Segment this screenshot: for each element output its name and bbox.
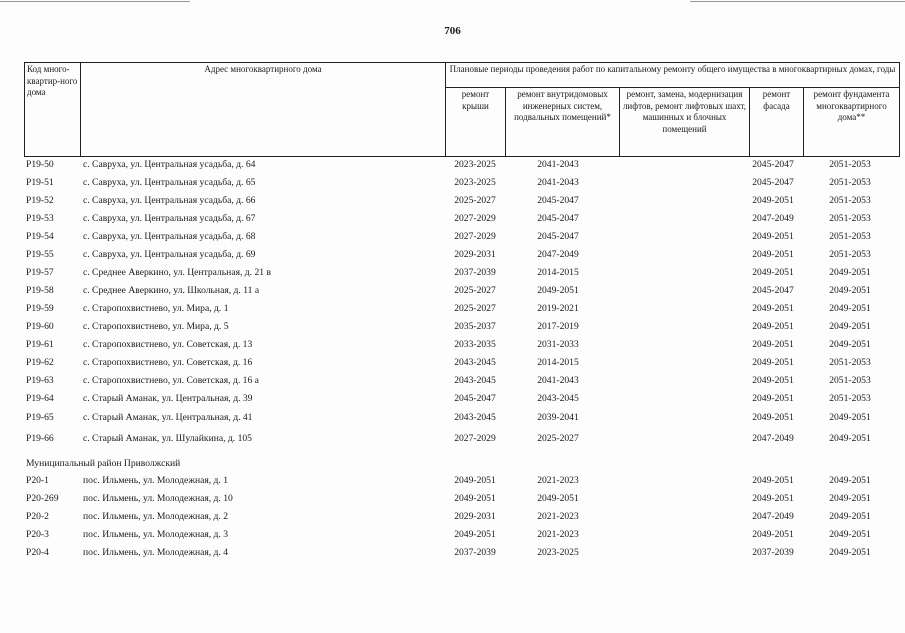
cell-roof: 2027-2029 [454, 231, 496, 242]
cell-code: P19-66 [26, 433, 54, 444]
cell-code: P19-54 [26, 231, 54, 242]
header-periods: Плановые периоды проведения работ по капитальному ремонту общего имущества в многоквартирных домах, годы [446, 63, 900, 88]
cell-roof: 2029-2031 [454, 511, 496, 522]
cell-facade: 2049-2051 [752, 195, 794, 206]
cell-engineering: 2014-2015 [537, 357, 579, 368]
cell-facade: 2047-2049 [752, 511, 794, 522]
cell-engineering: 2045-2047 [537, 195, 579, 206]
table-row [0, 283, 905, 299]
table-row [0, 247, 905, 263]
cell-address: с. Старопохвистнево, ул. Мира, д. 1 [83, 303, 229, 314]
cell-code: P19-60 [26, 321, 54, 332]
cell-foundation: 2051-2053 [829, 393, 871, 404]
cell-facade: 2045-2047 [752, 159, 794, 170]
table-row [0, 265, 905, 281]
cell-engineering: 2041-2043 [537, 375, 579, 386]
cell-facade: 2047-2049 [752, 213, 794, 224]
cell-foundation: 2051-2053 [829, 159, 871, 170]
cell-facade: 2049-2051 [752, 375, 794, 386]
table-row [0, 527, 905, 543]
cell-facade: 2047-2049 [752, 433, 794, 444]
cell-engineering: 2021-2023 [537, 511, 579, 522]
cell-address: пос. Ильмень, ул. Молодежная, д. 2 [83, 511, 229, 522]
cell-address: пос. Ильмень, ул. Молодежная, д. 4 [83, 547, 229, 558]
cell-engineering: 2023-2025 [537, 547, 579, 558]
cell-engineering: 2039-2041 [537, 412, 579, 423]
header-roof: ремонт крыши [446, 88, 506, 157]
table-row [0, 545, 905, 561]
cell-engineering: 2021-2023 [537, 475, 579, 486]
cell-facade: 2037-2039 [752, 547, 794, 558]
cell-foundation: 2049-2051 [829, 475, 871, 486]
cell-engineering: 2049-2051 [537, 285, 579, 296]
cell-foundation: 2051-2053 [829, 375, 871, 386]
cell-foundation: 2049-2051 [829, 493, 871, 504]
cell-facade: 2049-2051 [752, 339, 794, 350]
cell-engineering: 2043-2045 [537, 393, 579, 404]
cell-roof: 2027-2029 [454, 433, 496, 444]
cell-address: с. Старопохвистнево, ул. Советская, д. 13 [83, 339, 253, 350]
cell-roof: 2025-2027 [454, 303, 496, 314]
cell-address: с. Савруха, ул. Центральная усадьба, д. 66 [83, 195, 256, 206]
cell-address: с. Савруха, ул. Центральная усадьба, д. 68 [83, 231, 256, 242]
cell-roof: 2029-2031 [454, 249, 496, 260]
cell-code: P20-2 [26, 511, 49, 522]
header-foundation: ремонт фундамента многоквартирного дома** [804, 88, 900, 157]
table-row [0, 157, 905, 173]
cell-facade: 2049-2051 [752, 231, 794, 242]
cell-address: с. Старый Аманак, ул. Центральная, д. 39 [83, 393, 253, 404]
cell-engineering: 2047-2049 [537, 249, 579, 260]
cell-roof: 2023-2025 [454, 159, 496, 170]
cell-code: P19-50 [26, 159, 54, 170]
cell-engineering: 2045-2047 [537, 231, 579, 242]
cell-code: P19-61 [26, 339, 54, 350]
cell-address: с. Старопохвистнево, ул. Мира, д. 5 [83, 321, 229, 332]
cell-roof: 2045-2047 [454, 393, 496, 404]
cell-address: с. Старый Аманак, ул. Центральная, д. 41 [83, 412, 253, 423]
cell-engineering: 2049-2051 [537, 493, 579, 504]
cell-roof: 2025-2027 [454, 285, 496, 296]
cell-facade: 2049-2051 [752, 267, 794, 278]
cell-address: пос. Ильмень, ул. Молодежная, д. 3 [83, 529, 229, 540]
cell-code: P20-3 [26, 529, 49, 540]
table-row [0, 301, 905, 317]
cell-roof: 2025-2027 [454, 195, 496, 206]
cell-facade: 2049-2051 [752, 357, 794, 368]
table-row [0, 473, 905, 489]
cell-roof: 2035-2037 [454, 321, 496, 332]
cell-roof: 2037-2039 [454, 547, 496, 558]
cell-facade: 2049-2051 [752, 393, 794, 404]
cell-engineering: 2021-2023 [537, 529, 579, 540]
cell-address: пос. Ильмень, ул. Молодежная, д. 1 [83, 475, 229, 486]
cell-facade: 2049-2051 [752, 321, 794, 332]
cell-foundation: 2049-2051 [829, 547, 871, 558]
cell-code: P19-59 [26, 303, 54, 314]
cell-address: с. Старопохвистнево, ул. Советская, д. 16 а [83, 375, 259, 386]
cell-code: P19-57 [26, 267, 54, 278]
table-row [0, 431, 905, 447]
cell-roof: 2049-2051 [454, 475, 496, 486]
cell-foundation: 2051-2053 [829, 231, 871, 242]
cell-facade: 2049-2051 [752, 529, 794, 540]
cell-foundation: 2051-2053 [829, 249, 871, 260]
cell-code: P19-63 [26, 375, 54, 386]
cell-address: с. Старый Аманак, ул. Шулайкина, д. 105 [83, 433, 252, 444]
cell-facade: 2049-2051 [752, 493, 794, 504]
cell-foundation: 2049-2051 [829, 321, 871, 332]
table-row [0, 175, 905, 191]
cell-roof: 2049-2051 [454, 529, 496, 540]
cell-foundation: 2051-2053 [829, 357, 871, 368]
cell-engineering: 2017-2019 [537, 321, 579, 332]
cell-engineering: 2014-2015 [537, 267, 579, 278]
cell-foundation: 2049-2051 [829, 433, 871, 444]
table-row [0, 373, 905, 389]
cell-foundation: 2049-2051 [829, 412, 871, 423]
cell-address: с. Савруха, ул. Центральная усадьба, д. 69 [83, 249, 256, 260]
cell-roof: 2043-2045 [454, 375, 496, 386]
table-header [24, 62, 900, 157]
cell-roof: 2043-2045 [454, 357, 496, 368]
cell-address: с. Старопохвистнево, ул. Советская, д. 16 [83, 357, 253, 368]
header-code: Код много-квартир-ного дома [25, 63, 81, 157]
table-row [0, 491, 905, 507]
cell-roof: 2023-2025 [454, 177, 496, 188]
cell-code: P19-64 [26, 393, 54, 404]
cell-facade: 2049-2051 [752, 475, 794, 486]
cell-facade: 2045-2047 [752, 285, 794, 296]
cell-foundation: 2049-2051 [829, 529, 871, 540]
cell-engineering: 2031-2033 [537, 339, 579, 350]
top-rule-left [0, 1, 190, 2]
cell-roof: 2033-2035 [454, 339, 496, 350]
cell-roof: 2037-2039 [454, 267, 496, 278]
table-row [0, 410, 905, 426]
cell-code: P20-1 [26, 475, 49, 486]
header-engineering: ремонт внутридомовых инженерных систем, подвальных помещений* [506, 88, 620, 157]
header-elevators: ремонт, замена, модернизация лифтов, ремонт лифтовых шахт, машинных и блочных помещений [620, 88, 750, 157]
cell-code: P20-4 [26, 547, 49, 558]
cell-address: с. Савруха, ул. Центральная усадьба, д. 65 [83, 177, 256, 188]
cell-code: P19-58 [26, 285, 54, 296]
top-rule-right [690, 1, 905, 2]
table-row [0, 229, 905, 245]
cell-foundation: 2049-2051 [829, 267, 871, 278]
cell-roof: 2043-2045 [454, 412, 496, 423]
section-title: Муниципальный район Приволжский [26, 458, 181, 469]
cell-code: P19-53 [26, 213, 54, 224]
cell-roof: 2049-2051 [454, 493, 496, 504]
page-number: 706 [444, 25, 461, 37]
table-row [0, 319, 905, 335]
cell-facade: 2049-2051 [752, 249, 794, 260]
table-row [0, 391, 905, 407]
table-row [0, 509, 905, 525]
cell-address: с. Савруха, ул. Центральная усадьба, д. 64 [83, 159, 256, 170]
cell-code: P19-51 [26, 177, 54, 188]
cell-code: P19-62 [26, 357, 54, 368]
cell-foundation: 2051-2053 [829, 195, 871, 206]
cell-foundation: 2049-2051 [829, 511, 871, 522]
cell-foundation: 2051-2053 [829, 213, 871, 224]
cell-roof: 2027-2029 [454, 213, 496, 224]
cell-foundation: 2049-2051 [829, 339, 871, 350]
table-row [0, 355, 905, 371]
cell-address: с. Среднее Аверкино, ул. Школьная, д. 11 а [83, 285, 260, 296]
cell-foundation: 2051-2053 [829, 177, 871, 188]
header-facade: ремонт фасада [750, 88, 804, 157]
cell-facade: 2049-2051 [752, 303, 794, 314]
table-row [0, 337, 905, 353]
cell-engineering: 2045-2047 [537, 213, 579, 224]
cell-code: P19-52 [26, 195, 54, 206]
cell-address: пос. Ильмень, ул. Молодежная, д. 10 [83, 493, 233, 504]
cell-address: с. Среднее Аверкино, ул. Центральная, д. 21 в [83, 267, 271, 278]
cell-address: с. Савруха, ул. Центральная усадьба, д. 67 [83, 213, 256, 224]
cell-code: P19-55 [26, 249, 54, 260]
cell-engineering: 2041-2043 [537, 177, 579, 188]
cell-facade: 2049-2051 [752, 412, 794, 423]
cell-engineering: 2025-2027 [537, 433, 579, 444]
table-row [0, 193, 905, 209]
table-row [0, 211, 905, 227]
cell-engineering: 2041-2043 [537, 159, 579, 170]
cell-foundation: 2049-2051 [829, 303, 871, 314]
cell-facade: 2045-2047 [752, 177, 794, 188]
cell-code: P19-65 [26, 412, 54, 423]
cell-engineering: 2019-2021 [537, 303, 579, 314]
cell-code: P20-269 [26, 493, 59, 504]
cell-foundation: 2049-2051 [829, 285, 871, 296]
header-address: Адрес многоквартирного дома [81, 63, 446, 157]
